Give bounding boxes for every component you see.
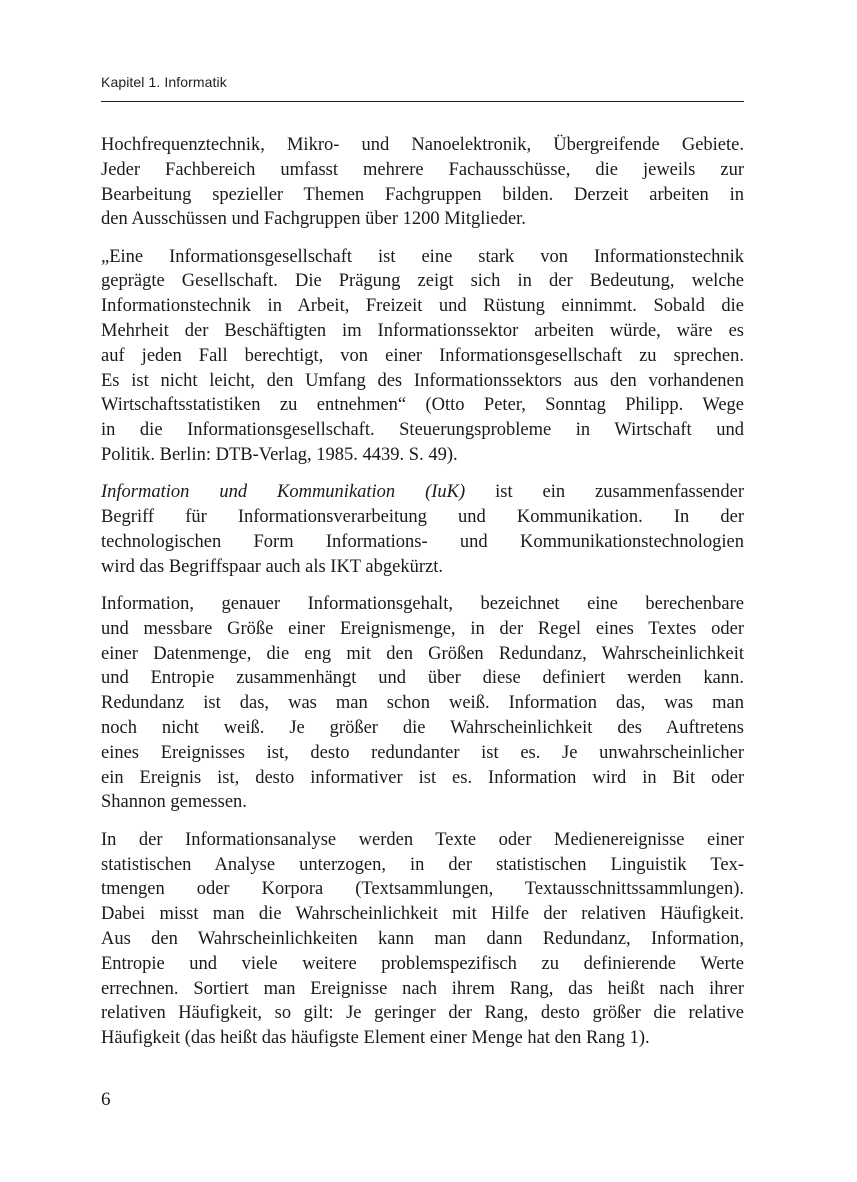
text-line: Es ist nicht leicht, den Umfang des Informationssektors aus den vorhandenen — [101, 370, 744, 391]
text-line: geprägte Gesellschaft. Die Prägung zeigt sich in der Bedeutung, welche — [101, 271, 744, 292]
text-line: In der Informationsanalyse werden Texte oder Medienereignisse einer — [101, 829, 744, 850]
text-line: Entropie und viele weitere problemspezifisch zu definierende Werte — [101, 953, 744, 974]
text-line: technologischen Form Informations- und Kommunikationstechnologien — [101, 531, 744, 552]
text-line: und messbare Größe einer Ereignismenge, in der Regel eines Textes oder — [101, 618, 744, 639]
paragraph — [101, 592, 744, 815]
text-run: ist ein zusammenfassender — [465, 482, 745, 503]
text-line: Wirtschaftsstatistiken zu entnehmen“ (Otto Peter, Sonntag Philipp. Wege — [101, 395, 744, 416]
text-line: Häufigkeit (das heißt das häufigste Element einer Menge hat den Rang 1). — [101, 1028, 650, 1049]
body-text — [101, 133, 744, 1063]
text-line: Information, genauer Informationsgehalt, bezeichnet eine berechenbare — [101, 594, 744, 615]
paragraph — [101, 133, 744, 232]
page-number: 6 — [101, 1089, 111, 1110]
header-rule — [101, 101, 744, 102]
text-line: Hochfrequenztechnik, Mikro- und Nanoelektronik, Übergreifende Gebiete. — [101, 135, 744, 155]
text-line: Redundanz ist das, was man schon weiß. Information das, was man — [101, 693, 744, 714]
text-line: Jeder Fachbereich umfasst mehrere Fachausschüsse, die jeweils zur — [101, 159, 744, 180]
text-line: relativen Häufigkeit, so gilt: Je geringer der Rang, desto größer die relative — [101, 1003, 744, 1024]
text-line: auf jeden Fall berechtigt, von einer Informationsgesellschaft zu sprechen. — [101, 345, 744, 366]
paragraph — [101, 828, 744, 1051]
text-line: Dabei misst man die Wahrscheinlichkeit mit Hilfe der relativen Häufigkeit. — [101, 904, 744, 925]
text-line: Mehrheit der Beschäftigten im Informationssektor arbeiten würde, wäre es — [101, 321, 744, 342]
paragraph — [101, 480, 744, 579]
text-line: Politik. Berlin: DTB-Verlag, 1985. 4439. S. 49). — [101, 445, 458, 466]
text-line: tmengen oder Korpora (Textsammlungen, Textausschnittssammlungen). — [101, 879, 744, 900]
text-line: Informationstechnik in Arbeit, Freizeit und Rüstung einnimmt. Sobald die — [101, 296, 744, 317]
text-line: statistischen Analyse unterzogen, in der statistischen Linguistik Tex- — [101, 854, 744, 875]
text-line: noch nicht weiß. Je größer die Wahrscheinlichkeit des Auftretens — [101, 718, 744, 739]
text-line: Shannon gemessen. — [101, 792, 247, 813]
text-line: wird das Begriffspaar auch als IKT abgekürzt. — [101, 556, 443, 577]
text-line: den Ausschüssen und Fachgruppen über 1200 Mitglieder. — [101, 209, 526, 230]
text-line: und Entropie zusammenhängt und über diese definiert werden kann. — [101, 668, 744, 689]
italic-term: Information und Kommunikation (IuK) — [101, 482, 466, 503]
text-line: einer Datenmenge, die eng mit den Größen Redundanz, Wahrscheinlichkeit — [101, 643, 744, 664]
text-line: „Eine Informationsgesellschaft ist eine stark von Informationstechnik — [101, 246, 744, 267]
text-line: Begriff für Informationsverarbeitung und Kommunikation. In der — [101, 507, 744, 528]
text-line: ein Ereignis ist, desto informativer ist es. Information wird in Bit oder — [101, 767, 744, 788]
running-header: Kapitel 1. Informatik — [101, 74, 227, 90]
paragraph — [101, 245, 744, 468]
text-line — [101, 480, 744, 505]
text-line: Aus den Wahrscheinlichkeiten kann man dann Redundanz, Information, — [101, 928, 744, 949]
text-line: errechnen. Sortiert man Ereignisse nach ihrem Rang, das heißt nach ihrer — [101, 978, 744, 999]
text-line: in die Informationsgesellschaft. Steuerungsprobleme in Wirtschaft und — [101, 420, 744, 441]
text-line: Bearbeitung spezieller Themen Fachgruppen bilden. Derzeit arbeiten in — [101, 184, 744, 205]
text-line: eines Ereignisses ist, desto redundanter ist es. Je unwahrscheinlicher — [101, 742, 744, 763]
